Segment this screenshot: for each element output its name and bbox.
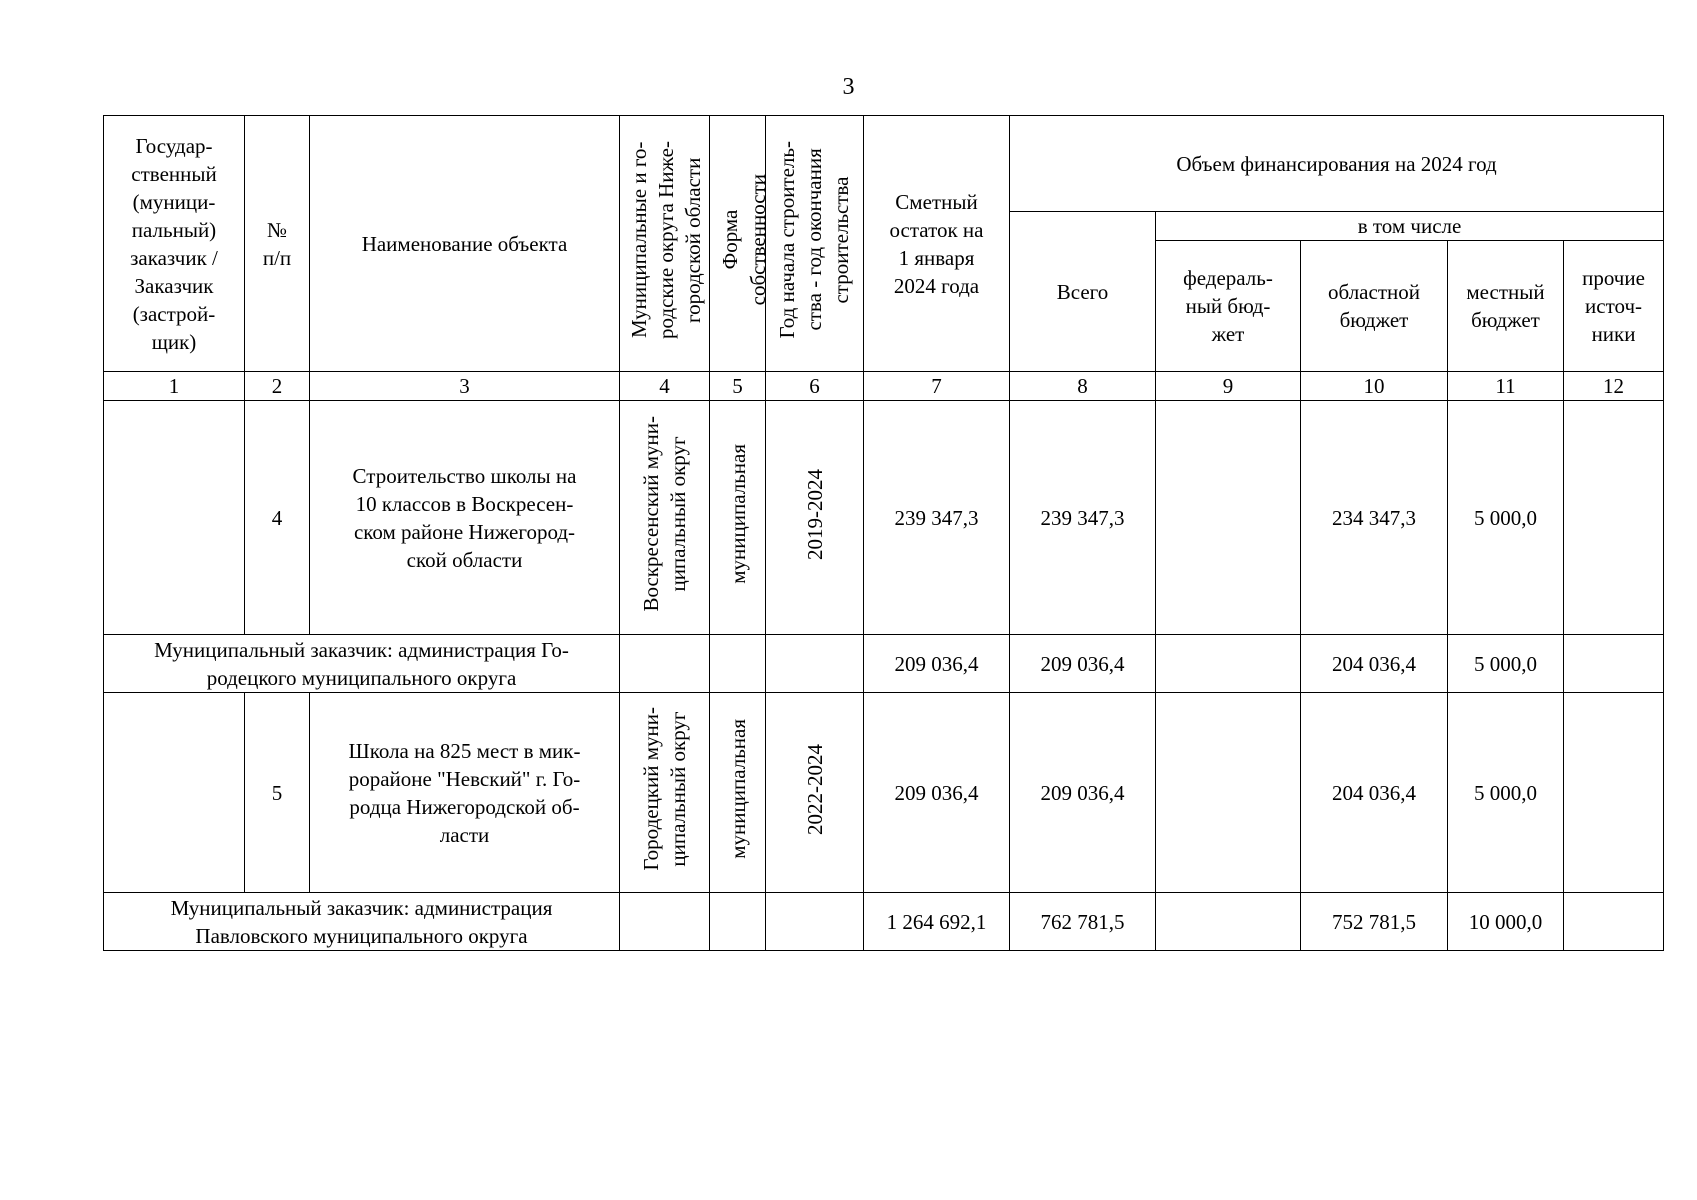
- header-total: Всего: [1010, 212, 1156, 372]
- header-federal: федераль- ный бюд- жет: [1156, 241, 1301, 372]
- regional-value: 234 347,3: [1301, 401, 1448, 635]
- federal-value: [1156, 401, 1301, 635]
- regional-value: 204 036,4: [1301, 635, 1448, 693]
- estimate-value: 209 036,4: [864, 693, 1010, 893]
- municipality-text: Воскресенский муни- ципальный округ: [638, 416, 690, 612]
- header-number: № п/п: [245, 116, 310, 372]
- ownership-cell: [710, 893, 766, 951]
- table-row: [104, 401, 1664, 635]
- row-number: 4: [245, 401, 310, 635]
- other-value: [1564, 635, 1664, 693]
- federal-value: [1156, 893, 1301, 951]
- estimate-value: 1 264 692,1: [864, 893, 1010, 951]
- ownership-cell: [710, 401, 766, 635]
- local-value: 5 000,0: [1448, 401, 1564, 635]
- header-municipality: [620, 116, 710, 372]
- municipality-cell: [620, 635, 710, 693]
- local-value: 10 000,0: [1448, 893, 1564, 951]
- total-value: 239 347,3: [1010, 401, 1156, 635]
- other-value: [1564, 693, 1664, 893]
- customer-cell: [104, 401, 245, 635]
- total-value: 209 036,4: [1010, 693, 1156, 893]
- years-cell: [766, 693, 864, 893]
- object-name: Строительство школы на 10 классов в Воскресен- ском районе Нижегород- ской области: [310, 401, 620, 635]
- customer-name: Муниципальный заказчик: администрация Го- родецкого муниципального округа: [104, 635, 620, 693]
- column-number: 1: [104, 372, 245, 401]
- customer-row: [104, 635, 1664, 693]
- customer-name: Муниципальный заказчик: администрация Павловского муниципального округа: [104, 893, 620, 951]
- table-row: [104, 693, 1664, 893]
- header-ownership-text: Форма собственности: [718, 174, 770, 306]
- column-number: 8: [1010, 372, 1156, 401]
- years-text: 2022-2024: [802, 743, 827, 835]
- customer-row: [104, 893, 1664, 951]
- header-row-1: [104, 116, 1664, 212]
- local-value: 5 000,0: [1448, 635, 1564, 693]
- federal-value: [1156, 693, 1301, 893]
- other-value: [1564, 401, 1664, 635]
- local-value: 5 000,0: [1448, 693, 1564, 893]
- ownership-text: муниципальная: [725, 444, 750, 584]
- other-value: [1564, 893, 1664, 951]
- estimate-value: 239 347,3: [864, 401, 1010, 635]
- regional-value: 752 781,5: [1301, 893, 1448, 951]
- regional-value: 204 036,4: [1301, 693, 1448, 893]
- column-number: 5: [710, 372, 766, 401]
- years-cell: [766, 635, 864, 693]
- years-text: 2019-2024: [802, 468, 827, 560]
- object-name: Школа на 825 мест в мик- рорайоне "Невский" г. Го- родца Нижегородской об- ласти: [310, 693, 620, 893]
- municipality-cell: [620, 401, 710, 635]
- header-including: в том числе: [1156, 212, 1664, 241]
- column-number: 2: [245, 372, 310, 401]
- page-number: 3: [842, 74, 855, 100]
- header-years-text: Год начала строитель- ства - год окончания строительства: [775, 141, 853, 339]
- column-number: 4: [620, 372, 710, 401]
- years-cell: [766, 893, 864, 951]
- column-number: 10: [1301, 372, 1448, 401]
- header-municipality-text: Муниципальные и го- родские округа Ниже- городской области: [627, 141, 705, 339]
- row-number: 5: [245, 693, 310, 893]
- federal-value: [1156, 635, 1301, 693]
- financing-table: [103, 115, 1664, 951]
- column-number: 11: [1448, 372, 1564, 401]
- municipality-text: Городецкий муни- ципальный округ: [638, 707, 690, 871]
- header-regional: областной бюджет: [1301, 241, 1448, 372]
- column-number: 7: [864, 372, 1010, 401]
- header-financing: Объем финансирования на 2024 год: [1010, 116, 1664, 212]
- ownership-text: муниципальная: [725, 719, 750, 859]
- column-number: 9: [1156, 372, 1301, 401]
- header-object-name: Наименование объекта: [310, 116, 620, 372]
- column-number: 6: [766, 372, 864, 401]
- header-local: местный бюджет: [1448, 241, 1564, 372]
- header-other: прочие источ- ники: [1564, 241, 1664, 372]
- estimate-value: 209 036,4: [864, 635, 1010, 693]
- municipality-cell: [620, 893, 710, 951]
- header-customer: Государ- ственный (муници- пальный) заказчик / Заказчик (застрой- щик): [104, 116, 245, 372]
- total-value: 762 781,5: [1010, 893, 1156, 951]
- header-years: [766, 116, 864, 372]
- column-number: 3: [310, 372, 620, 401]
- total-value: 209 036,4: [1010, 635, 1156, 693]
- header-ownership: [710, 116, 770, 372]
- ownership-cell: [710, 635, 766, 693]
- customer-cell: [104, 693, 245, 893]
- column-number: 12: [1564, 372, 1664, 401]
- years-cell: [766, 401, 864, 635]
- column-number-row: [104, 372, 1664, 401]
- ownership-cell: [710, 693, 766, 893]
- header-estimate: Сметный остаток на 1 января 2024 года: [864, 116, 1010, 372]
- municipality-cell: [620, 693, 710, 893]
